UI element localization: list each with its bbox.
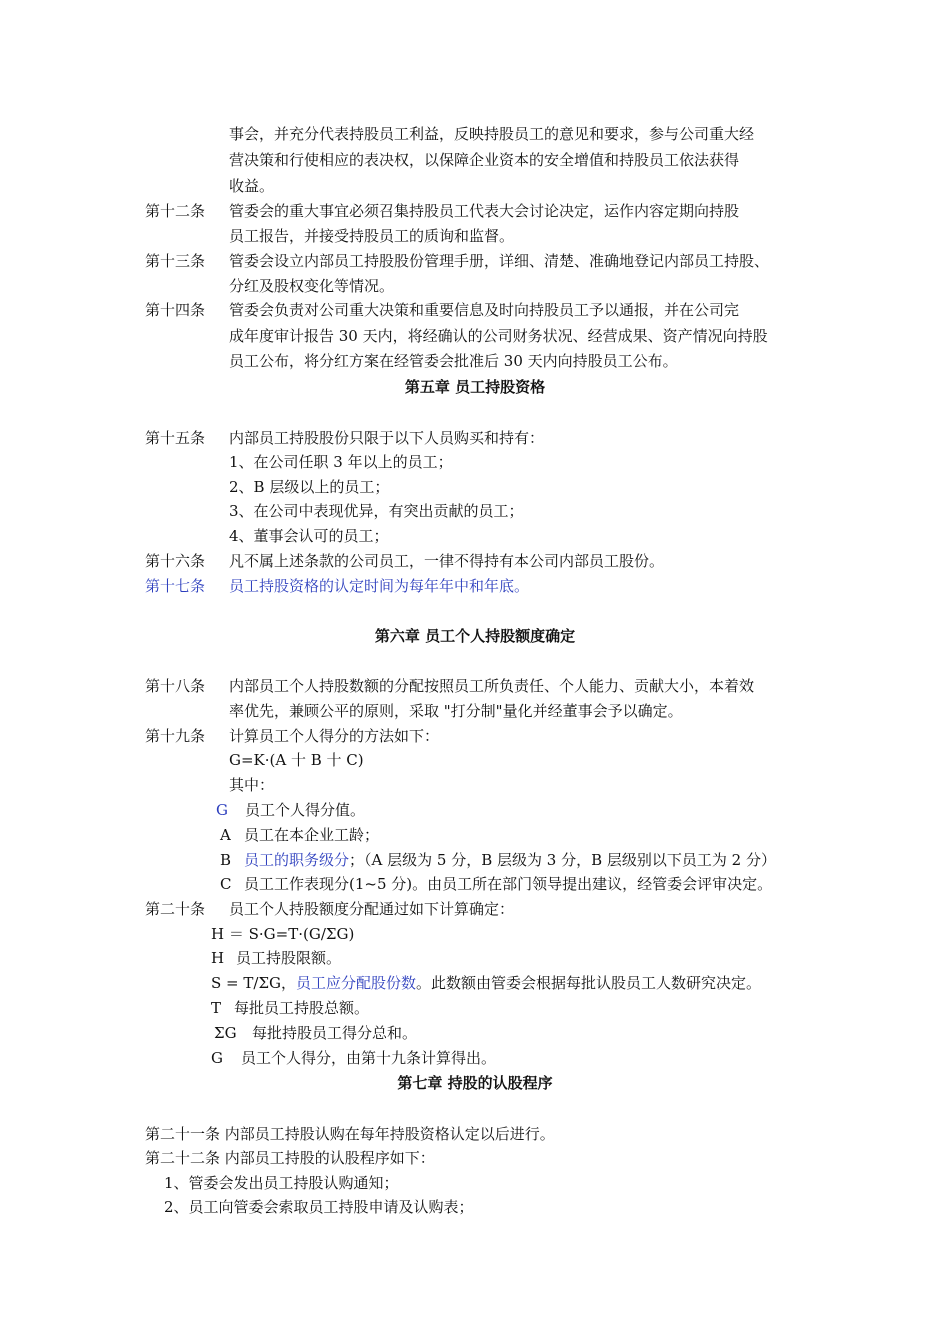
list-item: 1、在公司任职 3 年以上的员工； [229,453,453,471]
list-item: 2、B 层级以上的员工； [229,478,390,496]
chapter-heading: 第五章 员工持股资格 [404,378,546,396]
variable-description-highlight: 员工应分配股份数 [296,974,417,992]
article-text: 第二十二条 内部员工持股的认股程序如下： [145,1149,435,1167]
article-text: 第二十一条 内部员工持股认购在每年持股资格认定以后进行。 [145,1125,555,1143]
variable-description [211,973,761,993]
article-number: 第二十条 [145,900,206,918]
variable-description: 员工持股限额。 [236,949,342,967]
variable-description: 员工个人得分，由第十九条计算得出。 [241,1049,497,1067]
variable-symbol: ΣG [214,1024,237,1042]
chapter-heading: 第六章 员工个人持股额度确定 [374,627,576,645]
variable-symbol: A [220,826,231,844]
variable-symbol: G [216,801,228,819]
article-text: 凡不属上述条款的公司员工，一律不得持有本公司内部员工股份。 [229,552,665,570]
list-item: 4、董事会认可的员工； [229,527,389,545]
where-label: 其中： [229,776,275,794]
article-text: 率优先，兼顾公平的原则，采取 "打分制"量化并经董事会予以确定。 [229,702,683,720]
article-number: 第十四条 [145,301,206,319]
variable-prefix: S = T/ΣG， [211,974,297,992]
article-text: 分红及股权变化等情况。 [229,277,395,295]
article-text: 管委会设立内部员工持股股份管理手册，详细、清楚、准确地登记内部员工持股、 [229,252,770,270]
variable-description: 员工个人得分值。 [245,801,366,819]
variable-description [244,850,776,870]
list-item: 2、员工向管委会索取员工持股申请及认购表； [164,1198,474,1216]
article-number: 第十二条 [145,202,206,220]
variable-description-highlight: 员工的职务级分 [244,851,350,869]
list-item: 1、管委会发出员工持股认购通知； [164,1174,399,1192]
variable-description: 每批持股员工得分总和。 [252,1024,418,1042]
article-text: 成年度审计报告 30 天内，将经确认的公司财务状况、经营成果、资产情况向持股 [229,327,768,345]
article-number: 第十五条 [145,429,206,447]
list-item: 3、在公司中表现优异，有突出贡献的员工； [229,502,524,520]
article-text: 员工个人持股额度分配通过如下计算确定： [229,900,515,918]
article-number: 第十九条 [145,727,206,745]
formula: G=K·(A 十 B 十 C) [229,751,364,769]
variable-symbol: H [211,949,225,967]
continued-text-line: 收益。 [229,177,275,195]
article-text: 计算员工个人得分的方法如下： [229,727,440,745]
variable-description: 每批员工持股总额。 [234,999,370,1017]
variable-description-rest: ；（A 层级为 5 分，B 层级为 3 分，B 层级别以下员工为 2 分） [349,851,776,869]
variable-symbol: G [211,1049,223,1067]
article-text: 内部员工个人持股数额的分配按照员工所负责任、个人能力、贡献大小，本着效 [229,677,755,695]
variable-description-rest: 。此数额由管委会根据每批认股员工人数研究决定。 [416,974,762,992]
variable-symbol: B [220,851,232,869]
continued-text-line: 事会，并充分代表持股员工利益，反映持股员工的意见和要求，参与公司重大经 [229,125,755,143]
variable-symbol: T [211,999,222,1017]
article-number: 第十三条 [145,252,206,270]
article-number: 第十八条 [145,677,206,695]
article-text: 管委会负责对公司重大决策和重要信息及时向持股员工予以通报，并在公司完 [229,301,740,319]
variable-symbol: C [220,875,232,893]
formula: H ＝ S·G=T·(G/ΣG) [211,925,355,943]
article-text: 员工持股资格的认定时间为每年年中和年底。 [229,577,530,595]
article-text: 员工公布，将分红方案在经管委会批准后 30 天内向持股员工公布。 [229,352,678,370]
article-number: 第十六条 [145,552,206,570]
article-number: 第十七条 [145,577,206,595]
chapter-heading: 第七章 持股的认股程序 [397,1074,553,1092]
article-text: 内部员工持股股份只限于以下人员购买和持有： [229,429,545,447]
continued-text-line: 营决策和行使相应的表决权，以保障企业资本的安全增值和持股员工依法获得 [229,151,740,169]
article-text: 员工报告，并接受持股员工的质询和监督。 [229,227,515,245]
variable-description: 员工在本企业工龄； [244,826,380,844]
article-text: 管委会的重大事宜必须召集持股员工代表大会讨论决定，运作内容定期向持股 [229,202,740,220]
variable-description: 员工工作表现分(1~5 分)。由员工所在部门领导提出建议，经管委会评审决定。 [244,875,773,893]
